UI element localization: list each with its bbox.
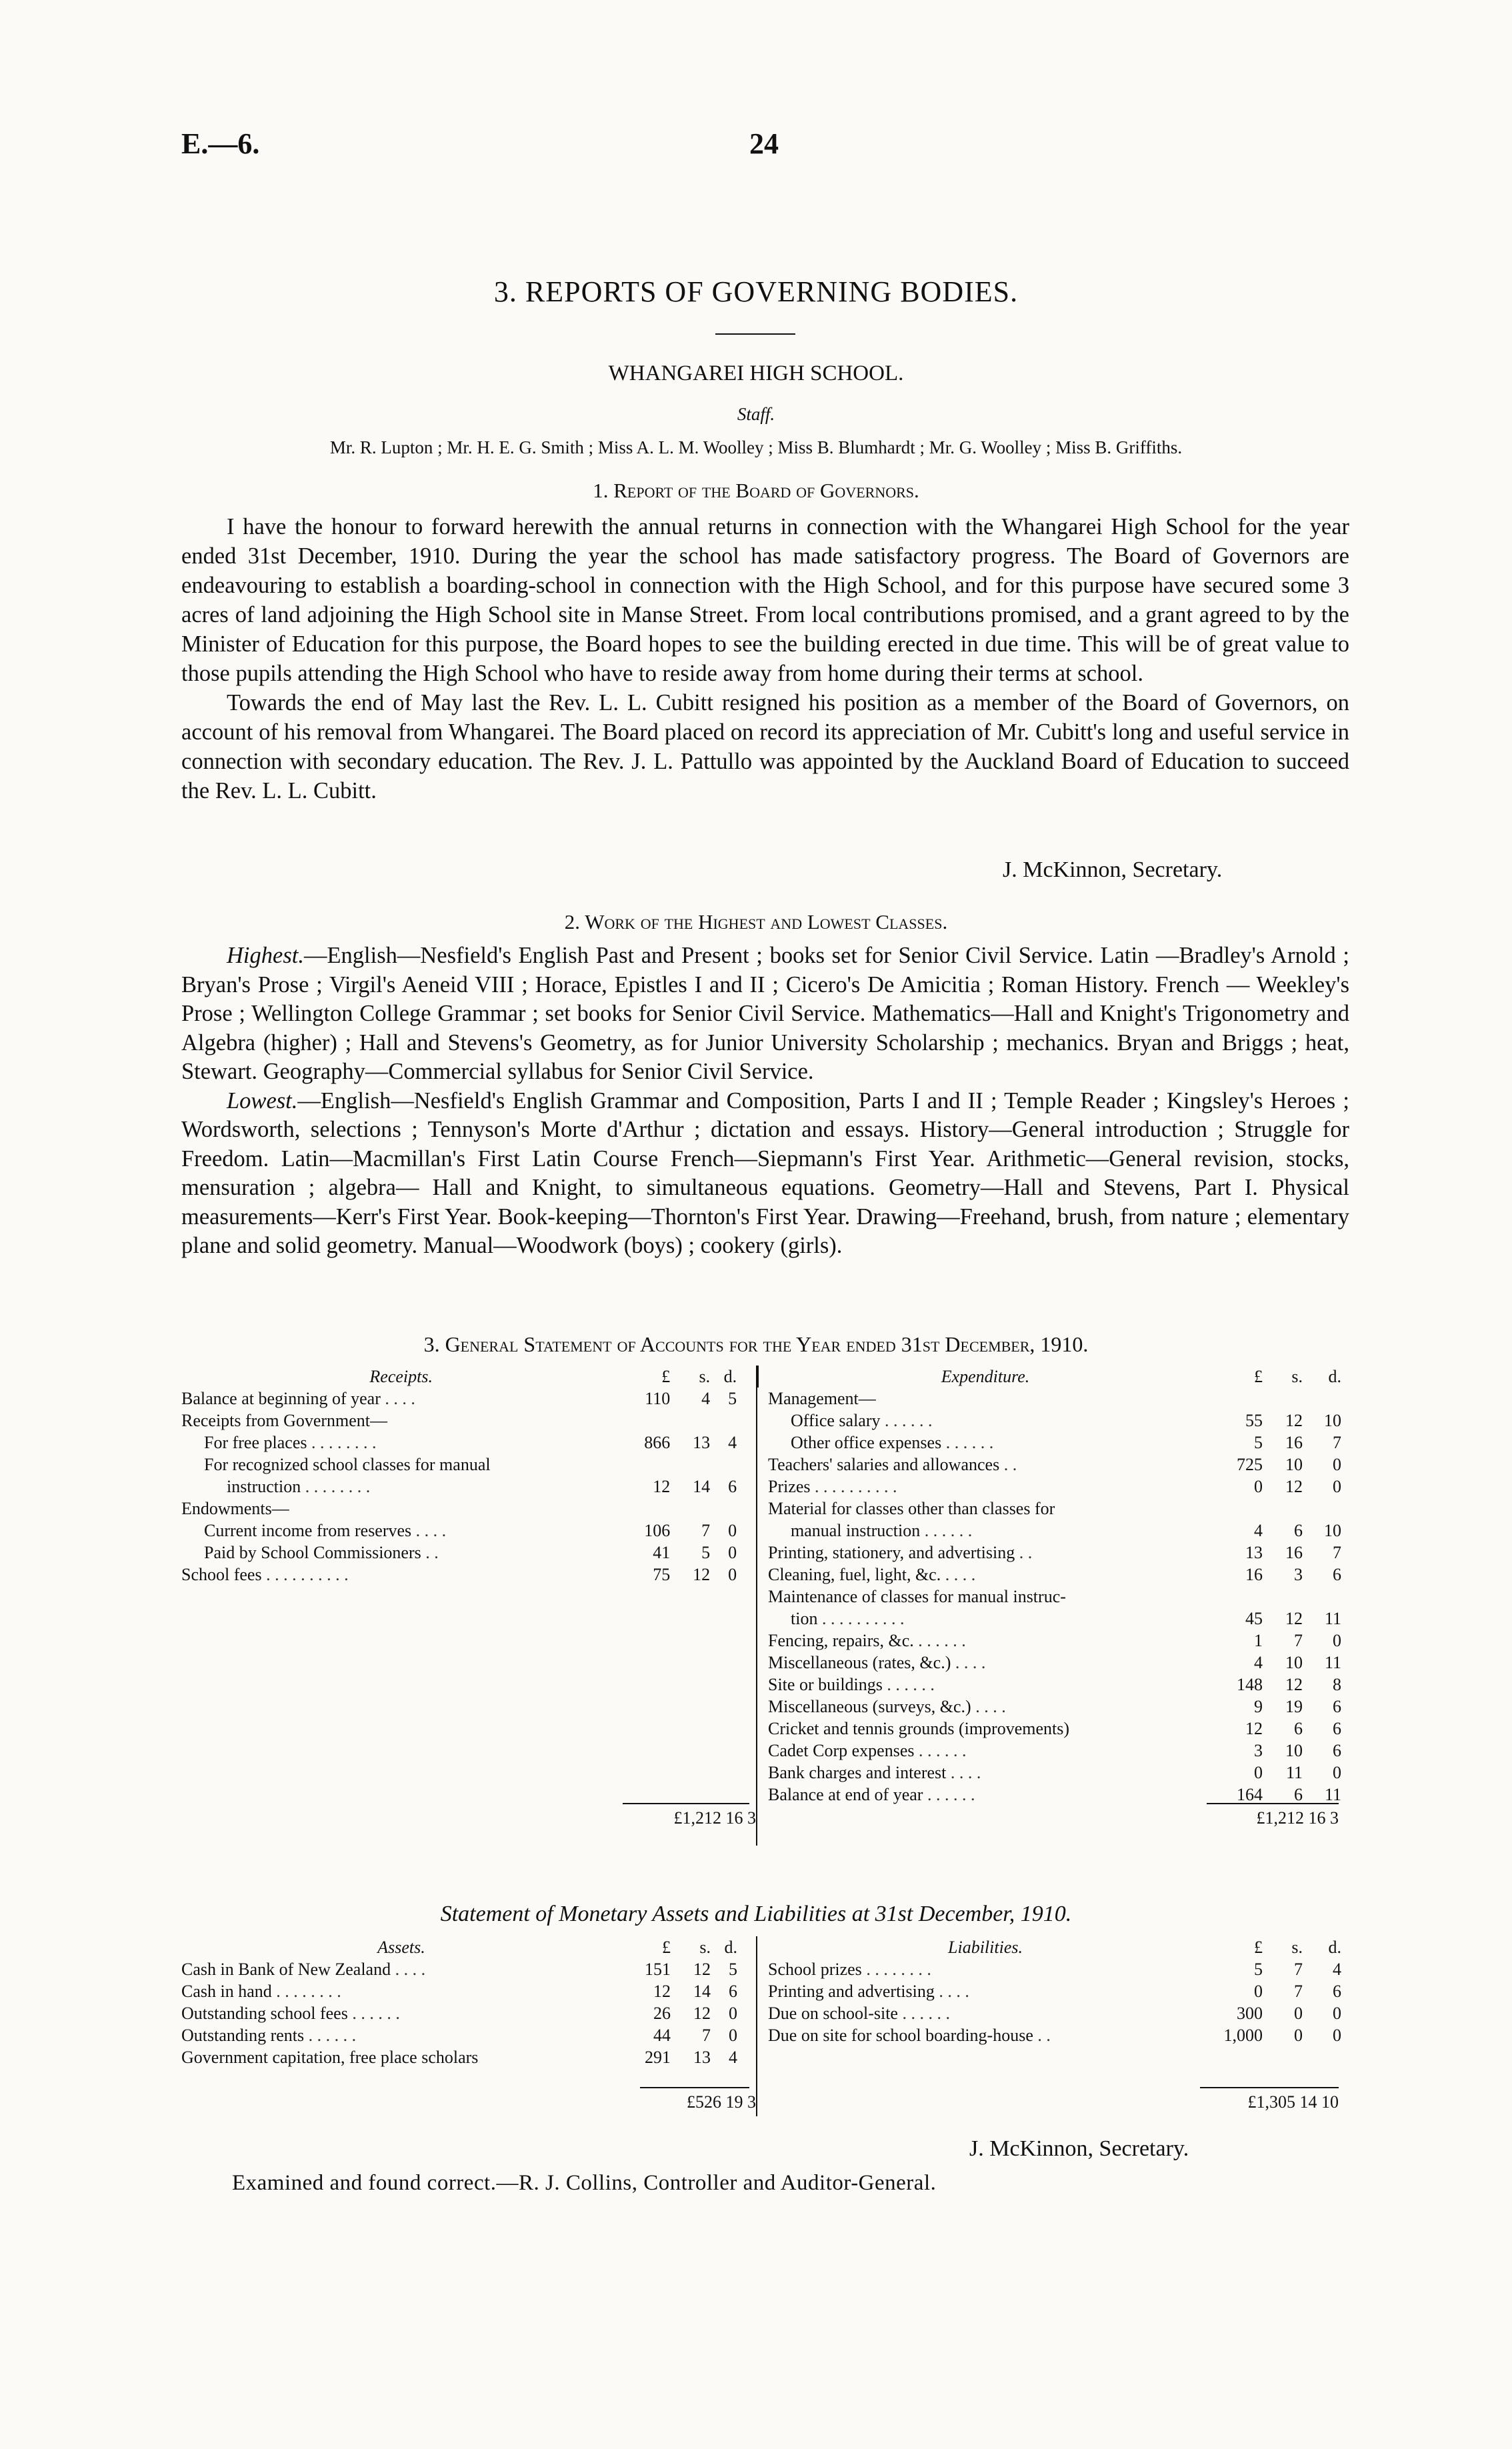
liability-pounds: 0 <box>1254 1982 1263 2001</box>
liability-pence: 4 <box>1333 1960 1341 1979</box>
liab-pence-header: d. <box>1328 1938 1341 1957</box>
report-heading: 1. Report of the Board of Governors. <box>593 479 919 502</box>
assets-label: Assets. <box>377 1938 425 1957</box>
receipt-row <box>181 1388 758 1410</box>
assets-heading: Statement of Monetary Assets and Liabilities at 31st December, 1910. <box>440 1902 1072 1926</box>
expenditure-pence: 11 <box>1324 1785 1341 1804</box>
expenditure-pounds: 45 <box>1245 1609 1263 1628</box>
assets-signature: J. McKinnon, Secretary. <box>969 2136 1189 2161</box>
auditor-note: Examined and found correct.—R. J. Collins, Controller and Auditor-General. <box>232 2171 937 2195</box>
expenditure-label: Material for classes other than classes for <box>768 1499 1055 1518</box>
liability-shillings: 0 <box>1294 2004 1303 2023</box>
asset-pence: 4 <box>729 2048 737 2067</box>
expenditure-pence: 6 <box>1333 1719 1341 1738</box>
expenditure-shillings: 12 <box>1285 1477 1303 1496</box>
expenditure-pounds: 164 <box>1237 1785 1263 1804</box>
report-signature: J. McKinnon, Secretary. <box>1003 857 1223 882</box>
liabilities-label: Liabilities. <box>948 1938 1023 1957</box>
expenditure-row <box>759 1718 1341 1740</box>
expenditure-row <box>759 1432 1341 1454</box>
expenditure-pence: 0 <box>1333 1631 1341 1650</box>
receipt-pence: 6 <box>728 1477 737 1496</box>
expenditure-row <box>759 1608 1341 1630</box>
receipt-pounds: 75 <box>653 1565 671 1584</box>
receipt-shillings: 12 <box>693 1565 711 1584</box>
expenditure-label: Management— <box>768 1389 876 1408</box>
receipt-row <box>181 1476 758 1498</box>
expenditure-label: Balance at end of year . . . . . . <box>768 1785 975 1804</box>
expenditure-label: Office salary . . . . . . <box>791 1411 933 1430</box>
liability-row <box>759 2024 1341 2046</box>
staff-names: Mr. R. Lupton ; Mr. H. E. G. Smith ; Miss A. L. M. Woolley ; Miss B. Blumhardt ; Mr. G. Woolley ; Miss B. Griffiths. <box>329 437 1183 457</box>
expenditure-label: Other office expenses . . . . . . <box>791 1433 994 1452</box>
exp-pounds-header: £ <box>1254 1367 1263 1386</box>
accounts-statement <box>181 1366 1341 1806</box>
asset-label: Cash in hand . . . . . . . . <box>181 1982 341 2001</box>
expenditure-pence: 11 <box>1324 1653 1341 1672</box>
liabilities-table <box>759 1936 1341 2046</box>
receipt-shillings: 14 <box>693 1477 711 1496</box>
receipt-shillings: 13 <box>693 1433 711 1452</box>
assets-shillings-header: s. <box>699 1938 711 1957</box>
liabilities-total-rule <box>1200 2087 1339 2088</box>
receipt-row <box>181 1410 758 1432</box>
receipt-label: Paid by School Commissioners . . <box>204 1543 439 1562</box>
receipt-row <box>181 1498 758 1520</box>
expenditure-rows <box>759 1388 1341 1806</box>
expenditure-pounds: 4 <box>1254 1653 1263 1672</box>
asset-shillings: 14 <box>693 1982 711 2001</box>
receipt-pounds: 106 <box>644 1521 671 1540</box>
expenditure-label: Cricket and tennis grounds (improvements) <box>768 1719 1070 1738</box>
expenditure-pounds <box>1207 1586 1263 1608</box>
expenditure-shillings: 7 <box>1294 1631 1303 1650</box>
receipt-pence: 0 <box>728 1543 737 1562</box>
receipt-label: School fees . . . . . . . . . . <box>181 1565 349 1584</box>
expenditure-row <box>759 1740 1341 1762</box>
liability-row <box>759 2002 1341 2024</box>
receipts-label: Receipts. <box>369 1367 433 1386</box>
expenditure-pounds: 3 <box>1254 1741 1263 1760</box>
receipt-label: Balance at beginning of year . . . . <box>181 1389 415 1408</box>
staff-label: Staff. <box>737 404 775 424</box>
liability-pence: 6 <box>1333 1982 1341 2001</box>
receipt-label: instruction . . . . . . . . <box>227 1477 371 1496</box>
expenditure-row <box>759 1410 1341 1432</box>
expenditure-shillings: 10 <box>1285 1741 1303 1760</box>
page-number: 24 <box>749 127 779 160</box>
assets-pence-header: d. <box>724 1938 737 1957</box>
expenditure-row <box>759 1542 1341 1564</box>
expenditure-shillings: 12 <box>1285 1411 1303 1430</box>
receipts-total: £1,212 16 3 <box>673 1808 756 1828</box>
liability-label: School prizes . . . . . . . . <box>768 1960 931 1979</box>
highest-text: —English—Nesfield's English Past and Present ; books set for Senior Civil Service. Latin —Bradley's Arnold ; Bryan's Prose ; Virgil's Aeneid VIII ; Horace, Epistles I and II ; Cicero's De Amicitia ; Roman History. French — Weekley's Prose ; Wellington College Grammar ; set books for Senior Civil Service. Mathematics—Hall and Knight's Trigonometry and Algebra (higher) ; Hall and Stevens's Geometry, as for Junior University Scholarship ; mechanics. Bryan and Briggs ; heat, Stewart. Geography—Commercial syllabus for Senior Civil Service. <box>181 943 1349 1084</box>
assets-table <box>181 1936 759 2068</box>
receipt-row <box>181 1520 758 1542</box>
receipt-pounds: 41 <box>653 1543 671 1562</box>
expenditure-row <box>759 1454 1341 1476</box>
expenditure-label: Teachers' salaries and allowances . . <box>768 1455 1017 1474</box>
section-title: 3. REPORTS OF GOVERNING BODIES. <box>493 275 1019 308</box>
expenditure-pence: 7 <box>1333 1543 1341 1562</box>
report-paragraph-2: Towards the end of May last the Rev. L. L. Cubitt resigned his position as a member of the Board of Governors, on account of his removal from Whangarei. The Board placed on record its appreciation of Mr. Cubitt's long and useful service in connection with secondary education. The Rev. J. L. Pattullo was appointed by the Auckland Board of Education to succeed the Rev. L. L. Cubitt. <box>181 690 1349 803</box>
expenditure-pence: 0 <box>1333 1455 1341 1474</box>
expenditure-pounds <box>1207 1388 1263 1410</box>
lowest-class <box>181 1087 1349 1261</box>
expenditure-pence <box>1303 1388 1341 1410</box>
expenditure-shillings: 12 <box>1285 1675 1303 1694</box>
expenditure-pounds: 0 <box>1254 1477 1263 1496</box>
receipt-pence <box>710 1498 737 1520</box>
expenditure-row <box>759 1520 1341 1542</box>
asset-row <box>181 2024 759 2046</box>
expenditure-label: Cleaning, fuel, light, &c. . . . . <box>768 1565 976 1584</box>
asset-pounds: 291 <box>645 2048 671 2067</box>
expenditure-pounds: 16 <box>1245 1565 1263 1584</box>
expenditure-pounds: 725 <box>1237 1455 1263 1474</box>
expenditure-shillings: 10 <box>1285 1455 1303 1474</box>
expenditure-pounds: 9 <box>1254 1697 1263 1716</box>
expenditure-pence: 6 <box>1333 1565 1341 1584</box>
expenditure-pence: 7 <box>1333 1433 1341 1452</box>
liability-pounds: 1,000 <box>1223 2026 1263 2045</box>
expenditure-pounds: 5 <box>1254 1433 1263 1452</box>
report-paragraph-1: I have the honour to forward herewith the annual returns in connection with the Whangarei High School for the year ended 31st December, 1910. During the year the school has made satisfactory progress. The Board of Governors are endeavouring to establish a boarding-school in connection with the High School, and for this purpose have secured some 3 acres of land adjoining the High School site in Manse Street. From local contributions promised, and a grant agreed to by the Minister of Education for this purpose, the Board hopes to see the building erected in due time. This will be of great value to those pupils attending the High School who have to reside away from home during their terms at school. <box>181 514 1349 686</box>
liability-pence: 0 <box>1333 2026 1341 2045</box>
expenditure-label: Printing, stationery, and advertising . . <box>768 1543 1033 1562</box>
expenditure-label: Bank charges and interest . . . . <box>768 1763 981 1782</box>
receipt-pounds <box>621 1498 670 1520</box>
expenditure-pounds: 0 <box>1254 1763 1263 1782</box>
asset-pounds: 26 <box>653 2004 671 2023</box>
highest-class <box>181 941 1349 1087</box>
expenditure-shillings: 11 <box>1285 1763 1303 1782</box>
expenditure-row <box>759 1674 1341 1696</box>
expenditure-label: Cadet Corp expenses . . . . . . <box>768 1741 967 1760</box>
expenditure-shillings: 6 <box>1294 1785 1303 1804</box>
asset-row <box>181 2002 759 2024</box>
expenditure-row <box>759 1498 1341 1520</box>
liability-shillings: 7 <box>1294 1960 1303 1979</box>
receipt-label: Current income from reserves . . . . <box>204 1521 447 1540</box>
work-body <box>181 941 1349 1261</box>
receipt-pence: 4 <box>728 1433 737 1452</box>
liability-label: Printing and advertising . . . . <box>768 1982 969 2001</box>
expenditure-shillings: 19 <box>1285 1697 1303 1716</box>
receipt-pounds <box>621 1410 670 1432</box>
assets-total-rule <box>640 2087 749 2088</box>
expenditure-pence: 11 <box>1324 1609 1341 1628</box>
receipt-shillings <box>670 1410 710 1432</box>
receipt-row <box>181 1454 758 1476</box>
expenditure-pence: 6 <box>1333 1741 1341 1760</box>
work-heading: 2. Work of the Highest and Lowest Classes. <box>564 910 948 933</box>
asset-pence: 0 <box>729 2004 737 2023</box>
liab-shillings-header: s. <box>1291 1938 1303 1957</box>
receipt-shillings: 5 <box>701 1543 711 1562</box>
receipt-pounds: 12 <box>653 1477 671 1496</box>
lowest-label: Lowest. <box>227 1087 298 1113</box>
receipt-pence <box>710 1410 737 1432</box>
receipt-row <box>181 1432 758 1454</box>
receipts-rows <box>181 1388 758 1586</box>
asset-row <box>181 1980 759 2002</box>
expenditure-shillings: 10 <box>1285 1653 1303 1672</box>
expenditure-row <box>759 1564 1341 1586</box>
receipt-label: Endowments— <box>181 1499 289 1518</box>
asset-label: Outstanding rents . . . . . . <box>181 2026 357 2045</box>
expenditure-shillings: 6 <box>1294 1521 1303 1540</box>
liability-row <box>759 1980 1341 2002</box>
expenditure-pence: 0 <box>1333 1477 1341 1496</box>
expenditure-label: Fencing, repairs, &c. . . . . . . <box>768 1631 966 1650</box>
expenditure-label: Site or buildings . . . . . . <box>768 1675 935 1694</box>
pounds-header: £ <box>661 1367 671 1386</box>
expenditure-shillings: 16 <box>1285 1543 1303 1562</box>
expenditure-label: manual instruction . . . . . . <box>791 1521 973 1540</box>
pence-header: d. <box>723 1367 737 1386</box>
expenditure-shillings: 12 <box>1285 1609 1303 1628</box>
expenditure-label: Miscellaneous (surveys, &c.) . . . . <box>768 1697 1006 1716</box>
assets-total: £526 19 3 <box>687 2092 756 2112</box>
expenditure-row <box>759 1762 1341 1784</box>
receipts-total-rule <box>623 1803 749 1804</box>
expenditure-label: Miscellaneous (rates, &c.) . . . . <box>768 1653 986 1672</box>
expenditure-pence: 10 <box>1324 1521 1341 1540</box>
exp-pence-header: d. <box>1328 1367 1341 1386</box>
asset-label: Cash in Bank of New Zealand . . . . <box>181 1960 426 1979</box>
expenditure-pounds: 12 <box>1245 1719 1263 1738</box>
receipts-table <box>181 1366 759 1586</box>
asset-pounds: 12 <box>653 1982 671 2001</box>
asset-pence: 6 <box>729 1982 737 2001</box>
asset-label: Outstanding school fees . . . . . . <box>181 2004 400 2023</box>
exp-shillings-header: s. <box>1291 1367 1303 1386</box>
liability-shillings: 0 <box>1294 2026 1303 2045</box>
expenditure-table <box>759 1366 1341 1806</box>
title-rule <box>715 333 795 335</box>
report-body <box>181 512 1349 805</box>
expenditure-pounds: 148 <box>1237 1675 1263 1694</box>
receipt-pence: 0 <box>728 1565 737 1584</box>
expenditure-row <box>759 1652 1341 1674</box>
expenditure-label: Maintenance of classes for manual instruc- <box>768 1587 1066 1606</box>
expenditure-row <box>759 1696 1341 1718</box>
receipt-label: For recognized school classes for manual <box>204 1455 491 1474</box>
expenditure-label: Prizes . . . . . . . . . . <box>768 1477 897 1496</box>
asset-row <box>181 2046 759 2068</box>
expenditure-pounds: 13 <box>1245 1543 1263 1562</box>
assets-rows <box>181 1958 759 2068</box>
liability-label: Due on school-site . . . . . . <box>768 2004 950 2023</box>
expenditure-shillings: 16 <box>1285 1433 1303 1452</box>
receipt-pounds: 110 <box>645 1389 671 1408</box>
receipt-pounds <box>621 1454 670 1476</box>
accounts-heading: 3. General Statement of Accounts for the Year ended 31st December, 1910. <box>423 1332 1089 1356</box>
document-code: E.—6. <box>181 127 260 160</box>
receipt-pence: 0 <box>728 1521 737 1540</box>
school-name: WHANGAREI HIGH SCHOOL. <box>608 361 904 385</box>
assets-statement <box>181 1936 1341 2068</box>
expenditure-label: tion . . . . . . . . . . <box>791 1609 905 1628</box>
expenditure-pence <box>1303 1586 1341 1608</box>
expenditure-shillings <box>1263 1586 1303 1608</box>
receipt-shillings <box>670 1498 710 1520</box>
lowest-text: —English—Nesfield's English Grammar and Composition, Parts I and II ; Temple Reader ; Kingsley's Heroes ; Wordsworth, selections ; Tennyson's Morte d'Arthur ; dictation and essays. History—General introduction ; Struggle for Freedom. Latin—Macmillan's First Latin Course French—Siepmann's First Year. Arithmetic—General revision, stocks, mensuration ; algebra— Hall and Knight, to simultaneous equations. Geometry—Hall and Stevens, Part I. Physical measurements—Kerr's First Year. Book-keeping—Thornton's First Year. Drawing—Freehand, brush, from nature ; elementary plane and solid geometry. Manual—Woodwork (boys) ; cookery (girls). <box>181 1087 1349 1258</box>
expenditure-pence: 0 <box>1333 1763 1341 1782</box>
receipt-pence: 5 <box>728 1389 737 1408</box>
expenditure-shillings: 3 <box>1294 1565 1303 1584</box>
asset-pence: 0 <box>729 2026 737 2045</box>
expenditure-pounds <box>1207 1498 1263 1520</box>
shillings-header: s. <box>699 1367 711 1386</box>
liability-pounds: 5 <box>1254 1960 1263 1979</box>
expenditure-label: Expenditure. <box>941 1367 1030 1386</box>
receipt-label: For free places . . . . . . . . <box>204 1433 377 1452</box>
receipt-pounds: 866 <box>644 1433 671 1452</box>
expenditure-pence: 8 <box>1333 1675 1341 1694</box>
liability-pence: 0 <box>1333 2004 1341 2023</box>
expenditure-total-rule <box>1207 1803 1339 1804</box>
receipt-shillings: 4 <box>701 1389 711 1408</box>
asset-pence: 5 <box>729 1960 737 1979</box>
asset-pounds: 151 <box>645 1960 671 1979</box>
liability-row <box>759 1958 1341 1980</box>
asset-shillings: 12 <box>693 2004 711 2023</box>
expenditure-shillings <box>1263 1498 1303 1520</box>
liability-pounds: 300 <box>1237 2004 1263 2023</box>
receipt-row <box>181 1564 758 1586</box>
expenditure-row <box>759 1586 1341 1608</box>
asset-row <box>181 1958 759 1980</box>
liab-pounds-header: £ <box>1254 1938 1263 1957</box>
expenditure-shillings: 6 <box>1294 1719 1303 1738</box>
expenditure-shillings <box>1263 1388 1303 1410</box>
receipt-shillings <box>670 1454 710 1476</box>
expenditure-row <box>759 1388 1341 1410</box>
highest-label: Highest. <box>227 943 304 968</box>
receipt-pence <box>710 1454 737 1476</box>
receipt-shillings: 7 <box>701 1521 711 1540</box>
expenditure-pence <box>1303 1498 1341 1520</box>
asset-label: Government capitation, free place scholars <box>181 2048 479 2067</box>
assets-pounds-header: £ <box>662 1938 671 1957</box>
expenditure-total: £1,212 16 3 <box>1256 1808 1339 1828</box>
assets-divider <box>756 1936 757 2116</box>
expenditure-row <box>759 1630 1341 1652</box>
expenditure-pounds: 55 <box>1245 1411 1263 1430</box>
accounts-divider <box>756 1366 757 1846</box>
expenditure-pence: 10 <box>1324 1411 1341 1430</box>
expenditure-pounds: 1 <box>1254 1631 1263 1650</box>
asset-shillings: 7 <box>702 2026 711 2045</box>
liabilities-rows <box>759 1958 1341 2046</box>
receipt-label: Receipts from Government— <box>181 1411 388 1430</box>
asset-pounds: 44 <box>653 2026 671 2045</box>
expenditure-pence: 6 <box>1333 1697 1341 1716</box>
receipt-row <box>181 1542 758 1564</box>
liability-label: Due on site for school boarding-house . . <box>768 2026 1051 2045</box>
expenditure-pounds: 4 <box>1254 1521 1263 1540</box>
liability-shillings: 7 <box>1294 1982 1303 2001</box>
expenditure-row <box>759 1476 1341 1498</box>
liabilities-total: £1,305 14 10 <box>1247 2092 1339 2112</box>
asset-shillings: 12 <box>693 1960 711 1979</box>
asset-shillings: 13 <box>693 2048 711 2067</box>
